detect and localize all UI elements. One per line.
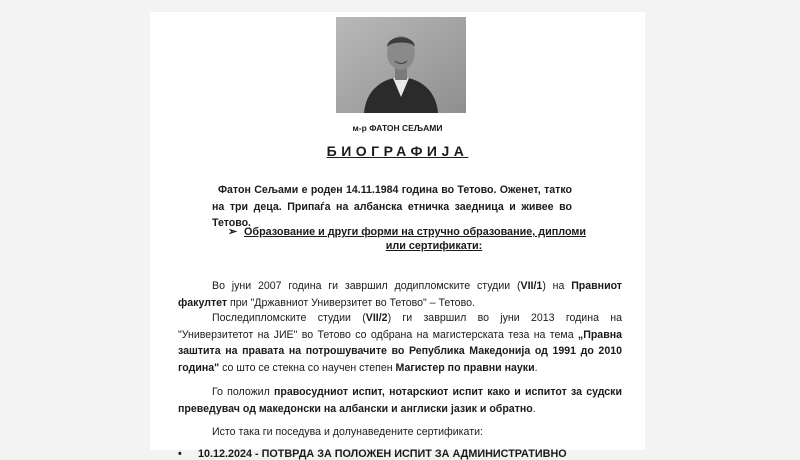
document-title-text: БИОГРАФИЈА [326,143,469,159]
p2-text-a: Последипломските студии ( [212,312,366,324]
certificate-list-item [178,448,567,460]
p1-text-a: Во јуни 2007 година ги завршил додипломските студии ( [212,280,521,292]
certificates-intro-paragraph: Исто така ги поседува и долунаведените сертификати: [212,426,483,438]
portrait-image [336,17,466,113]
arrow-bullet-icon: ➢ [228,226,238,238]
document-title [150,143,645,159]
bullet-dot-icon: • [178,448,182,460]
education-heading-line1: Образование и други форми на стручно образование, дипломи [244,226,587,238]
p3-text-a: Го положил [212,386,274,398]
p2-text-c: ) ги завршил во јуни 2013 година на "Универзитетот на ЈИЕ" во Тетово со одбрана на магистерската теза на тема [178,312,622,341]
p2-degree-title: Магистер по правни науки [395,361,535,374]
document-page [150,12,645,460]
person-caption: м-р ФАТОН СЕЉАМИ [352,123,443,133]
p1-text-e: при "Државниот Универзитет во Тетово" – Тетово. [227,296,475,309]
education-heading-line2: или сертификати: [385,240,483,252]
p1-text-c: ) на [542,280,572,292]
postgraduate-paragraph [178,310,622,376]
p3-text-c: . [532,402,536,415]
p1-degree-level: VII/1 [520,280,543,292]
p2-thesis-title: „Правна заштита на правата на потрошувачите во Република Македонија од 1991 до 2010 година" [178,328,622,374]
undergraduate-paragraph [178,278,622,311]
p2-degree-level: VII/2 [365,312,388,324]
p2-text-g: . [534,361,538,374]
p1-faculty-name: Правниот факултет [178,280,622,309]
portrait-photo [336,17,466,113]
intro-paragraph: Фатон Сељами е роден 14.11.1984 година во Тетово. Оженет, татко на три деца. Припаѓа на албанска етничка заедница и живее во Тетово. [212,184,572,229]
certificate-item-text: 10.12.2024 - ПОТВРДА ЗА ПОЛОЖЕН ИСПИТ ЗА АДМИНИСТРАТИВНО [198,448,567,460]
p2-text-e: со што се стекна со научен степен [219,361,396,374]
p3-exams-list: правосудниот испит, нотарскиот испит како и испитот за судски преведувач од македонски на албански и англиски јазик и обратно [178,386,623,415]
education-heading-text [244,225,624,253]
exams-paragraph [178,384,622,417]
